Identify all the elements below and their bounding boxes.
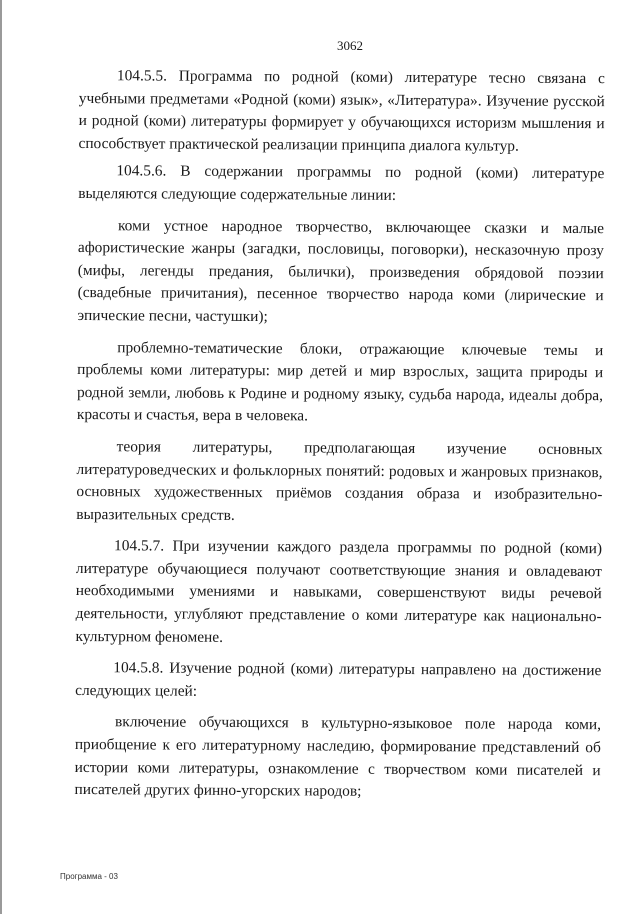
- footer-label: Программа - 03: [60, 872, 118, 881]
- list-item-folklore: коми устное народное творчество, включающее сказки и малые афористические жанры (загадки, пословицы, поговорки), несказочную прозу (мифы, легенды предания, былички), произведения обрядовой поэзии (свадебные причитания), песенное творчество народа коми (лирические и эпические песни, частушки);: [77, 216, 605, 326]
- paragraph-104-5-5: 104.5.5. Программа по родной (коми) литературе тесно связана с учебными предметами «Родной (коми) язык», «Литература». Изучение русской и родной (коми) литературы формирует у обучающихся историзм мышления и способствует практической реализации принципа диалога культур.: [78, 67, 605, 155]
- document-body: [74, 65, 604, 805]
- scan-edge: [0, 0, 2, 914]
- paragraph-104-5-6: 104.5.6. В содержании программы по родной (коми) литературе выделяются следующие содержательные линии:: [78, 162, 605, 204]
- list-item-literary-theory: теория литературы, предполагающая изучение основных литературоведческих и фольклорных понятий: родовых и жанровых признаков, основных художественных приёмов создания образа и изобразительно-выразительных средств.: [76, 438, 603, 524]
- paragraph-104-5-8: 104.5.8. Изучение родной (коми) литературы направлено на достижение следующих целей:: [75, 659, 602, 700]
- page-number: 3062: [337, 38, 363, 53]
- list-item-thematic-blocks: проблемно-тематические блоки, отражающие ключевые темы и проблемы коми литературы: мир детей и мир взрослых, защита природы и родной земли, любовь к Родине и родному языку, судьба народа, идеалы добра, красоты и счастья, вера в человека.: [76, 338, 604, 425]
- paragraph-104-5-7: 104.5.7. При изучении каждого раздела программы по родной (коми) литературе обучающиеся получают соответствующие знания и овладевают необходимыми умениями и навыками, совершенствуют виды речевой деятельности, углубляют представление о коми литературе как национально-культурном феномене.: [75, 537, 603, 646]
- list-item-inclusion: включение обучающихся в культурно-языковое поле народа коми, приобщение к его литературному наследию, формирование представлений об истории коми литературы, ознакомление с творчеством коми писателей и писателей других финно-угорских народов;: [74, 713, 602, 800]
